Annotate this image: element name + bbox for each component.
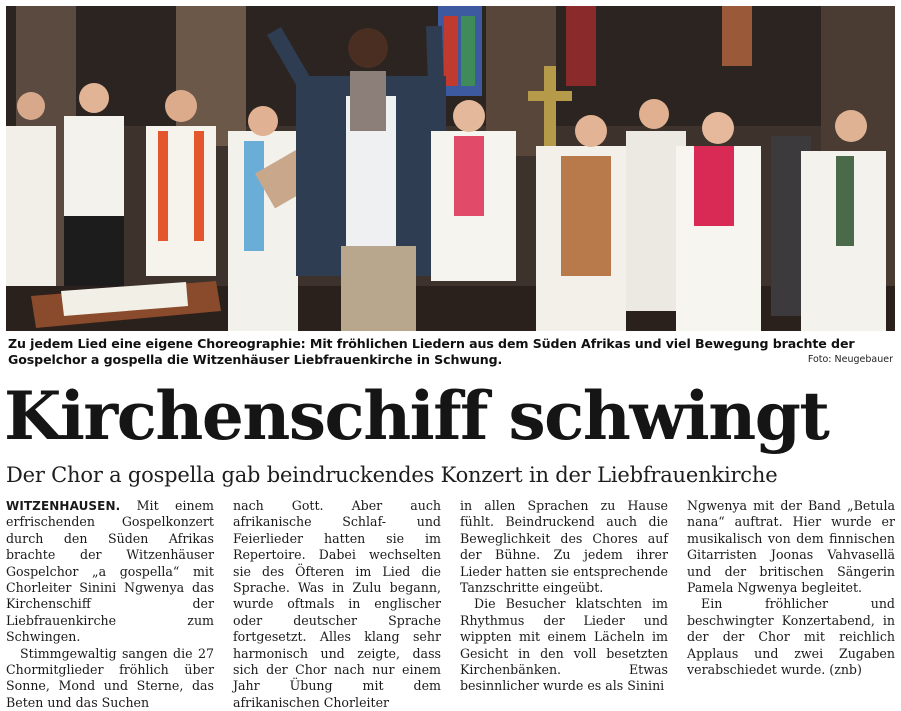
paragraph-text: Mit einem erfrischenden Gospelkonzert durch den Süden Afrikas brachte der Witzenhäuser Gospelchor „a gospella“ mit Chorleiter Sinini Ngwenya das Kirchenschiff der Liebfrauenkirche zum Schwingen. (6, 498, 214, 645)
photo-caption: Zu jedem Lied eine eigene Choreographie: Mit fröhlichen Liedern aus dem Süden Afrikas und viel Bewegung brachte der Gospelchor a gospella die Witzenhäuser Liebfrauenkirche in Schwung. (8, 336, 855, 367)
article-body (6, 498, 895, 710)
photo-credit: Foto: Neugebauer (807, 354, 893, 365)
choir-photo-illustration (6, 6, 895, 331)
article-paragraph: nach Gott. Aber auch afrikanische Schlaf- und Feierlieder hatten sie im Repertoire. Dabei wechselten sie des Öfteren im Lied die Sprache. Was in Zulu begann, wurde oftmals in englischer oder deutscher Sprache fortgesetzt. Alles klang sehr harmonisch und zeigte, dass sich der Chor nach nur einem Jahr Übung mit dem afrikanischen Chorleiter (233, 498, 441, 710)
article-column-3 (460, 498, 668, 695)
headline: Kirchenschiff schwingt (4, 377, 829, 455)
subheadline: Der Chor a gospella gab beindruckendes Konzert in der Liebfrauenkirche (6, 463, 778, 487)
dateline: WITZENHAUSEN. (6, 499, 121, 513)
article-photo (6, 6, 895, 331)
article-paragraph: in allen Sprachen zu Hause fühlt. Beindruckend auch die Beweglichkeit des Chores auf der Bühne. Zu jedem ihrer Lieder hatten sie entsprechende Tanzschritte eingeübt. (460, 498, 668, 596)
article-paragraph (6, 498, 214, 646)
article-column-2 (233, 498, 441, 711)
article-column-4 (687, 498, 895, 678)
article-paragraph: Ein fröhlicher und beschwingter Konzertabend, in der der Chor mit reichlich Applaus und zwei Zugaben verabschiedet wurde. (znb) (687, 596, 895, 678)
article-column-1 (6, 498, 214, 711)
article-paragraph: Stimmgewaltig sangen die 27 Chormitglieder fröhlich über Sonne, Mond und Sterne, das Beten und das Suchen (6, 645, 214, 710)
article-paragraph: Die Besucher klatschten im Rhythmus der Lieder und wippten mit einem Lächeln im Gesicht in den voll besetzten Kirchenbänken. Etwas besinnlicher wurde es als Sinini (460, 596, 668, 694)
article-paragraph: Ngwenya mit der Band „Betula nana“ auftrat. Hier wurde er musikalisch von dem finnischen Gitarristen Joonas Vahvasellä und der britischen Sängerin Pamela Ngwenya begleitet. (687, 498, 895, 596)
